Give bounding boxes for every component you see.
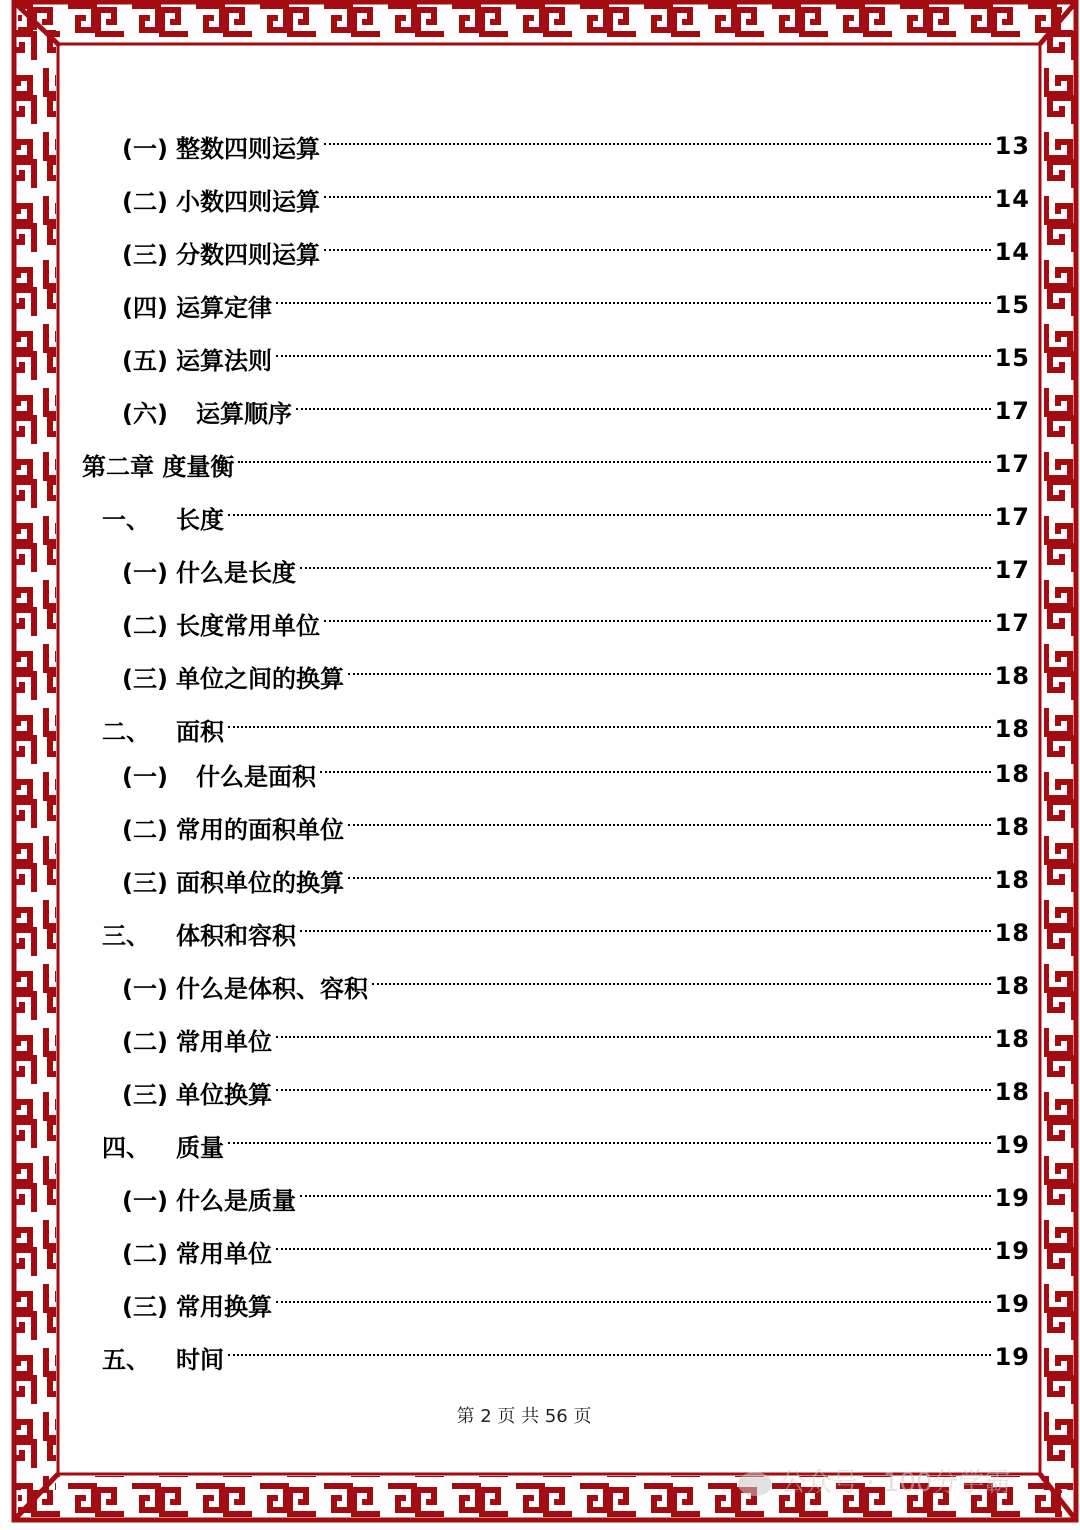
toc-title: 长度常用单位 [176, 611, 320, 640]
toc-marker: (五) [122, 346, 168, 375]
toc-entry[interactable] [122, 969, 1030, 1003]
toc-title: 面积 [176, 717, 224, 746]
toc-title: 单位之间的换算 [176, 664, 344, 693]
toc-title: 体积和容积 [176, 921, 296, 950]
toc-title: 第二章 度量衡 [82, 452, 235, 481]
toc-leader [324, 620, 991, 622]
toc-marker: (三) [122, 1080, 168, 1109]
toc-marker: (一) [122, 762, 168, 791]
toc-entry[interactable] [122, 1022, 1030, 1056]
toc-entry[interactable] [122, 1287, 1030, 1321]
toc-entry[interactable] [122, 341, 1030, 375]
toc-entry[interactable] [122, 553, 1030, 587]
toc-page-number: 15 [994, 291, 1030, 319]
toc-entry[interactable] [122, 606, 1030, 640]
toc-marker: (三) [122, 1292, 168, 1321]
toc-title: 什么是质量 [176, 1186, 296, 1215]
toc-title: 运算定律 [176, 293, 272, 322]
toc-title: 什么是长度 [176, 558, 296, 587]
toc-page-number: 19 [994, 1343, 1030, 1371]
toc-page-number: 14 [994, 238, 1030, 266]
toc-page-number: 17 [994, 503, 1030, 531]
toc-entry[interactable] [122, 129, 1030, 163]
toc-leader [228, 1142, 991, 1144]
toc-page-number: 17 [994, 556, 1030, 584]
toc-leader [296, 408, 991, 410]
toc-entry[interactable] [102, 1340, 1030, 1374]
toc-entry[interactable] [122, 1181, 1030, 1215]
toc-leader [324, 143, 991, 145]
toc-leader [300, 1195, 991, 1197]
toc-title: 分数四则运算 [176, 240, 320, 269]
toc-entry[interactable] [122, 757, 1030, 791]
toc-entry[interactable] [102, 712, 1030, 746]
toc-entry[interactable] [122, 810, 1030, 844]
toc-title: 常用单位 [176, 1027, 272, 1056]
toc-page-number: 18 [994, 662, 1030, 690]
toc-page-number: 15 [994, 344, 1030, 372]
toc-leader [276, 1089, 991, 1091]
watermark-text: 公众号 · 100分学霸 [780, 1468, 1011, 1498]
toc-title: 什么是面积 [196, 762, 316, 791]
toc-leader [300, 930, 991, 932]
toc-title: 时间 [176, 1345, 224, 1374]
toc-leader [324, 196, 991, 198]
toc-marker: (二) [122, 611, 168, 640]
toc-entry[interactable] [122, 1075, 1030, 1109]
toc-page-number: 17 [994, 450, 1030, 478]
toc-marker: 四、 [102, 1133, 150, 1162]
toc-marker: 二、 [102, 717, 150, 746]
page-footer: 第 2 页 共 56 页 [456, 1406, 592, 1427]
toc-marker: 三、 [102, 921, 150, 950]
toc-title: 长度 [176, 505, 224, 534]
toc-leader [324, 249, 991, 251]
toc-marker: (三) [122, 240, 168, 269]
toc-page-number: 19 [994, 1184, 1030, 1212]
toc-marker: (二) [122, 1239, 168, 1268]
toc-marker: (二) [122, 187, 168, 216]
toc-entry[interactable] [122, 863, 1030, 897]
toc-page-number: 17 [994, 609, 1030, 637]
toc-title: 面积单位的换算 [176, 868, 344, 897]
toc-marker: (二) [122, 815, 168, 844]
toc-title: 运算法则 [176, 346, 272, 375]
toc-leader [348, 824, 991, 826]
toc-leader [276, 1301, 991, 1303]
toc-page-number: 14 [994, 185, 1030, 213]
toc-title: 整数四则运算 [176, 134, 320, 163]
toc-marker: (二) [122, 1027, 168, 1056]
toc-page-number: 17 [994, 397, 1030, 425]
toc-entry[interactable] [122, 1234, 1030, 1268]
toc-title: 常用的面积单位 [176, 815, 344, 844]
toc-marker: (一) [122, 1186, 168, 1215]
toc-page-number: 18 [994, 1025, 1030, 1053]
toc-leader [228, 1354, 991, 1356]
toc-entry[interactable] [122, 235, 1030, 269]
toc-marker: (三) [122, 664, 168, 693]
toc-page-number: 13 [994, 132, 1030, 160]
toc-title: 运算顺序 [196, 399, 292, 428]
toc-marker: (四) [122, 293, 168, 322]
toc-page-number: 18 [994, 972, 1030, 1000]
toc-entry[interactable] [102, 916, 1030, 950]
toc-title: 质量 [176, 1133, 224, 1162]
toc-leader [276, 1248, 991, 1250]
toc-entry[interactable] [122, 659, 1030, 693]
toc-title: 单位换算 [176, 1080, 272, 1109]
wechat-icon [738, 1472, 772, 1496]
toc-entry[interactable] [102, 1128, 1030, 1162]
toc-marker: (一) [122, 974, 168, 1003]
toc-leader [276, 355, 991, 357]
toc-title: 小数四则运算 [176, 187, 320, 216]
toc-leader [228, 514, 991, 516]
toc-page-number: 18 [994, 715, 1030, 743]
toc-marker: (六) [122, 399, 168, 428]
toc-entry[interactable] [122, 182, 1030, 216]
toc-page-number: 19 [994, 1131, 1030, 1159]
toc-leader [348, 877, 991, 879]
toc-page-number: 18 [994, 866, 1030, 894]
toc-page-number: 18 [994, 760, 1030, 788]
toc-marker: 五、 [102, 1345, 150, 1374]
toc-leader [276, 302, 991, 304]
toc-title: 常用换算 [176, 1292, 272, 1321]
toc-entry[interactable] [102, 500, 1030, 534]
toc-marker: (一) [122, 558, 168, 587]
toc-page-number: 19 [994, 1237, 1030, 1265]
watermark [738, 1462, 1010, 1499]
toc-entry[interactable] [82, 447, 1030, 481]
toc-leader [228, 726, 991, 728]
toc-marker: 一、 [102, 505, 150, 534]
toc-leader [348, 673, 991, 675]
toc-page-number: 19 [994, 1290, 1030, 1318]
toc-leader [320, 771, 991, 773]
toc-page-number: 18 [994, 813, 1030, 841]
toc-page-number: 18 [994, 1078, 1030, 1106]
toc-leader [276, 1036, 991, 1038]
toc-entry[interactable] [122, 288, 1030, 322]
toc-marker: (三) [122, 868, 168, 897]
toc-marker: (一) [122, 134, 168, 163]
toc-title: 什么是体积、容积 [176, 974, 368, 1003]
toc-leader [238, 461, 990, 463]
toc-leader [300, 567, 991, 569]
toc-title: 常用单位 [176, 1239, 272, 1268]
toc-entry[interactable] [122, 394, 1030, 428]
toc-leader [372, 983, 991, 985]
toc-page-number: 18 [994, 919, 1030, 947]
